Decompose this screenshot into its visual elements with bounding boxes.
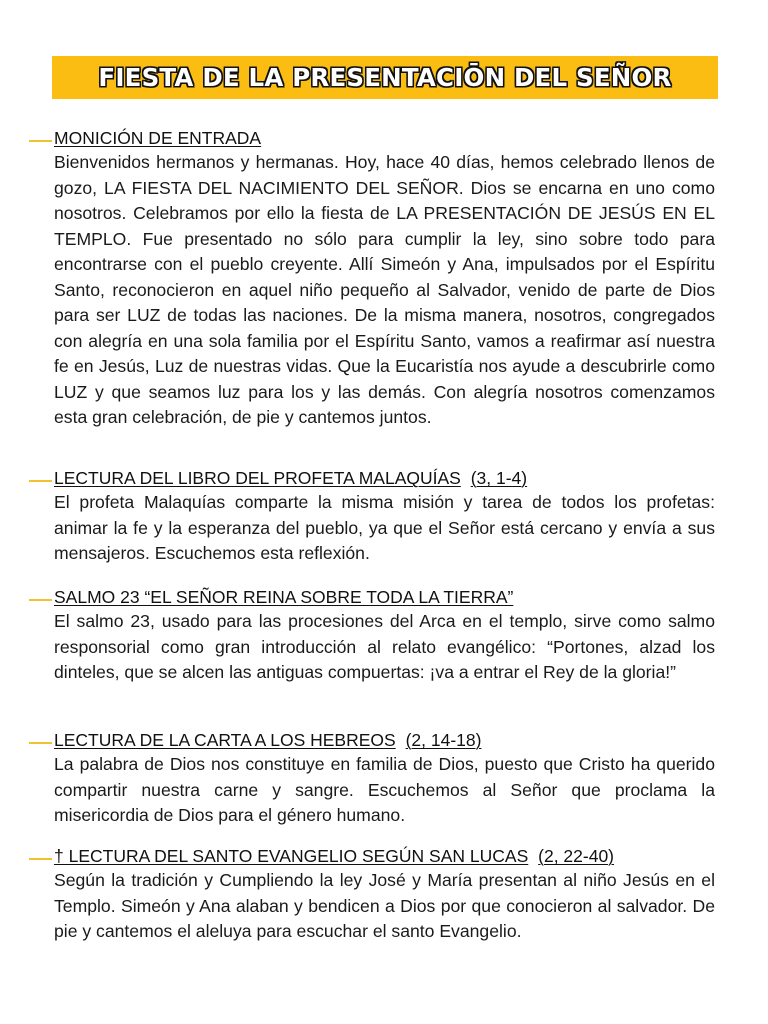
heading-rule xyxy=(29,480,52,482)
heading-reference: (2, 22-40) xyxy=(538,846,615,866)
section-body: Según la tradición y Cumpliendo la ley José y María presentan al niño Jesús en el Templo. Simeón y Ana alaban y bendicen a Dios por que conocieron al salvador. De pie y cantemos el aleluya para escuchar el santo Evangelio. xyxy=(54,870,715,941)
heading-rule xyxy=(29,858,52,860)
title-banner xyxy=(52,56,718,99)
heading-title: MONICIÓN DE ENTRADA xyxy=(54,128,262,148)
heading-title: † LECTURA DEL SANTO EVANGELIO SEGÚN SAN LUCAS xyxy=(54,846,529,866)
heading-rule xyxy=(29,742,52,744)
page-title: FIESTA DE LA PRESENTACIŌN DEL SEÑOR xyxy=(98,63,672,92)
section-heading xyxy=(54,466,715,490)
section-malaquias xyxy=(54,466,715,567)
heading-reference: (3, 1-4) xyxy=(470,468,528,488)
section-hebreos xyxy=(54,728,715,829)
section-heading xyxy=(54,126,715,150)
section-evangelio xyxy=(54,844,715,945)
heading-reference: (2, 14-18) xyxy=(405,730,482,750)
section-heading xyxy=(54,844,715,868)
section-body: El profeta Malaquías comparte la misma misión y tarea de todos los profetas: animar la fe y la esperanza del pueblo, ya que el Señor está cercano y envía a sus mensajeros. Escuchemos esta reflexión. xyxy=(54,492,715,563)
section-body: El salmo 23, usado para las procesiones del Arca en el templo, sirve como salmo responsorial como gran introducción al relato evangélico: “Portones, alzad los dinteles, que se alcen las antiguas compuertas: ¡va a entrar el Rey de la gloria!” xyxy=(54,611,715,682)
section-monicion xyxy=(54,126,715,431)
heading-title: SALMO 23 “EL SEÑOR REINA SOBRE TODA LA TIERRA” xyxy=(54,587,514,607)
heading-rule xyxy=(29,599,52,601)
heading-title: LECTURA DE LA CARTA A LOS HEBREOS xyxy=(54,730,396,750)
heading-rule xyxy=(29,140,52,142)
section-body: La palabra de Dios nos constituye en familia de Dios, puesto que Cristo ha querido compartir nuestra carne y sangre. Escuchemos al Señor que proclama la misericordia de Dios para el género humano. xyxy=(54,754,715,825)
section-heading xyxy=(54,585,715,609)
section-body: Bienvenidos hermanos y hermanas. Hoy, hace 40 días, hemos celebrado llenos de gozo, LA FIESTA DEL NACIMIENTO DEL SEÑOR. Dios se encarna en uno como nosotros. Celebramos por ello la fiesta de LA PRESENTACIÓN DE JESÚS EN EL TEMPLO. Fue presentado no sólo para cumplir la ley, sino sobre todo para encontrarse con el pueblo creyente. Allí Simeón y Ana, impulsados por el Espíritu Santo, reconocieron en aquel niño pequeño al Salvador, venido de parte de Dios para ser LUZ de todas las naciones. De la misma manera, nosotros, congregados con alegría en una sola familia por el Espíritu Santo, vamos a reafirmar así nuestra fe en Jesús, Luz de nuestras vidas. Que la Eucaristía nos ayude a descubrirle como LUZ y que seamos luz para los y las demás. Con alegría nosotros comenzamos esta gran celebración, de pie y cantemos juntos. xyxy=(54,152,715,427)
heading-title: LECTURA DEL LIBRO DEL PROFETA MALAQUÍAS xyxy=(54,468,461,488)
section-heading xyxy=(54,728,715,752)
section-salmo xyxy=(54,585,715,686)
